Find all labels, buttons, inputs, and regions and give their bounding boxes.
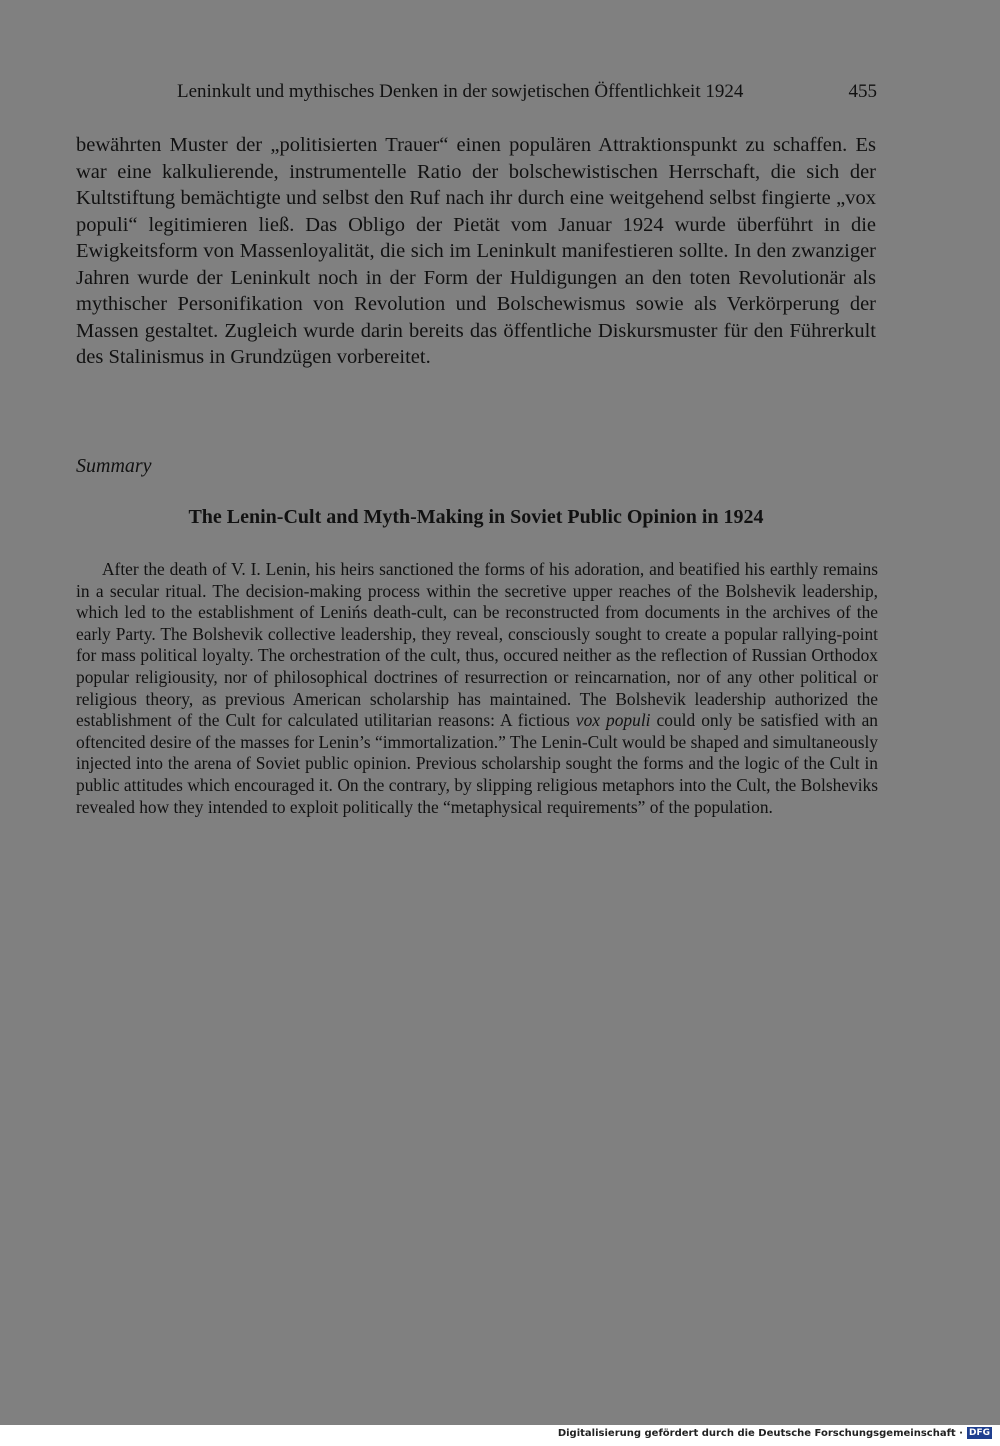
digitization-footer: [558, 1427, 992, 1439]
summary-title: The Lenin-Cult and Myth-Making in Soviet Public Opinion in 1924: [188, 506, 764, 528]
summary-heading: Summary: [76, 455, 152, 477]
abstract-text-part-2: could only be satisfied with an oftencited desire of the masses for Lenin’s “immortalization.” The Lenin-Cult would be shaped and simultaneously injected into the arena of Soviet public opinion. Previous scholarship sought the forms and the logic of the Cult in public attitudes which encouraged it. On the contrary, by slipping religious metaphors into the Cult, the Bolsheviks revealed how they intended to exploit politically the “metaphysical requirements” of the population.: [76, 710, 878, 817]
summary-abstract: [76, 559, 878, 818]
footer-text: Digitalisierung gefördert durch die Deutsche Forschungsgemeinschaft ·: [557, 1427, 963, 1439]
german-text-block: [76, 132, 876, 371]
abstract-paragraph: [76, 559, 878, 818]
german-paragraph: bewährten Muster der „politisierten Trauer“ einen populären Attraktionspunkt zu schaffen. Es war eine kalkulierende, instrumentelle Ratio der bolschewistischen Herrschaft, die sich der Kultstiftung bemächtigte und selbst den Ruf nach ihr durch eine weitgehend selbst fingierte „vox populi“ legitimieren ließ. Das Obligo der Pietät vom Januar 1924 wurde überführt in die Ewigkeitsform von Massenloyalität, die sich im Leninkult manifestieren sollte. In den zwanziger Jahren wurde der Leninkult noch in der Form der Huldigungen an den toten Revolutionär als mythischer Personifikation von Revolution und Bolschewismus sowie als Verkörperung der Massen gestaltet. Zugleich wurde darin bereits das öffentliche Diskursmuster für den Führerkult des Stalinismus in Grundzügen vorbereitet.: [76, 134, 876, 368]
abstract-italic-phrase: vox populi: [575, 710, 651, 731]
abstract-text-part-1: After the death of V. I. Lenin, his heirs sanctioned the forms of his adoration, and beatified his earthly remains in a secular ritual. The decision-making process within the secretive upper reaches of the Bolshevik leadership, which led to the establishment of Lenińs death-cult, can be reconstructed from documents in the archives of the early Party. The Bolshevik collective leadership, they reveal, consciously sought to create a popular rallying-point for mass political loyalty. The orchestration of the cult, thus, occured neither as the reflection of Russian Orthodox popular religiousity, nor of philosophical doctrines of resurrection or reincarnation, nor of any other political or religious theory, as previous American scholarship has maintained. The Bolshevik leadership authorized the establishment of the Cult for calculated utilitarian reasons: A fictious: [76, 559, 878, 731]
dfg-logo: DFG: [968, 1428, 990, 1438]
page-number: 455: [848, 81, 877, 102]
running-head-title: Leninkult und mythisches Denken in der sowjetischen Öffentlichkeit 1924: [177, 81, 744, 102]
